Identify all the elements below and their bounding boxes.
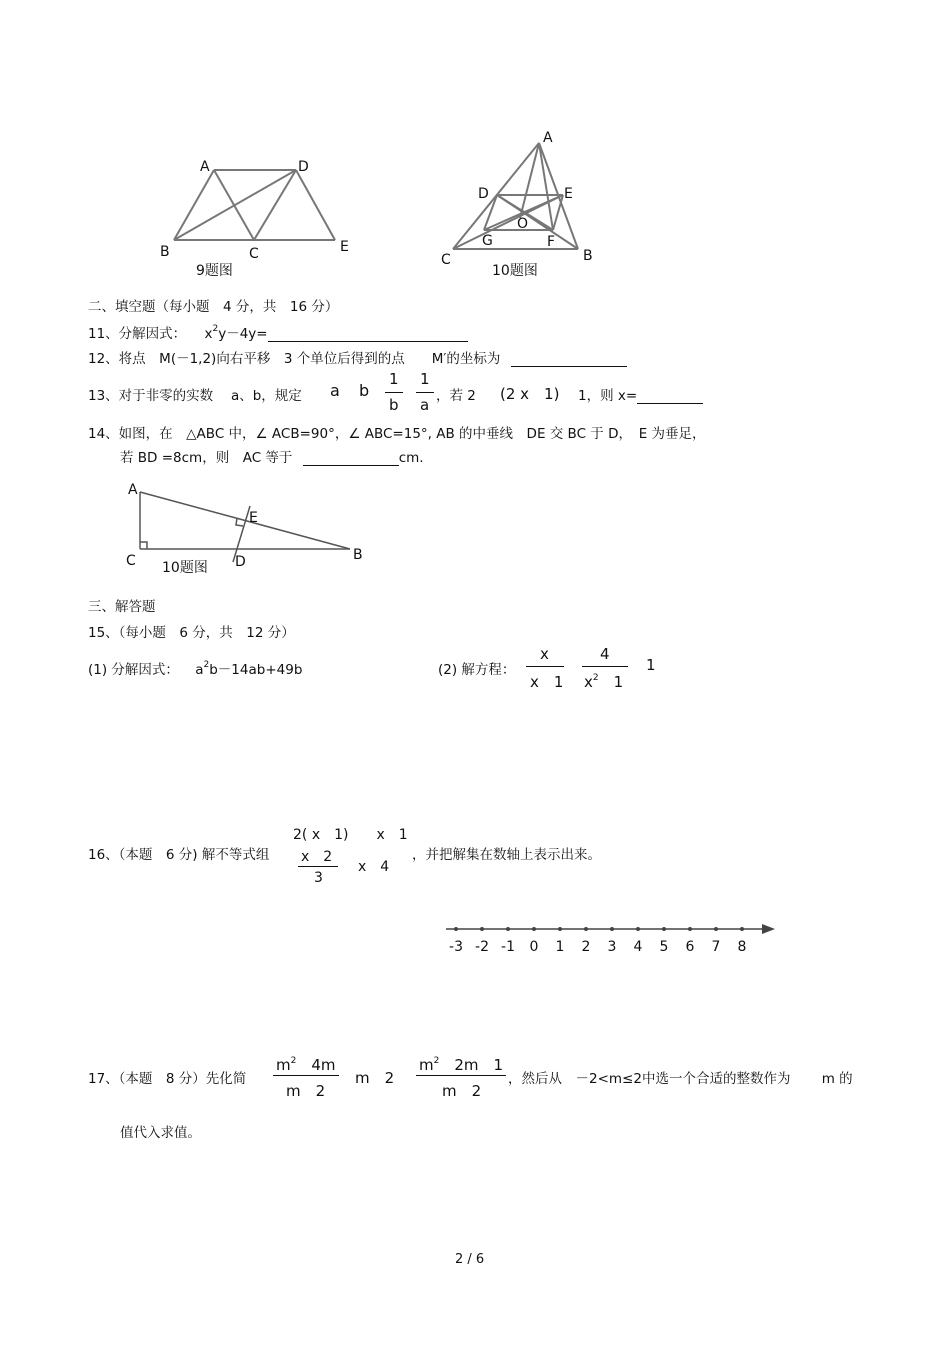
q13-paren: (2 x 1) (500, 385, 560, 403)
number-line-tick (688, 927, 692, 931)
q11-x: x (204, 326, 213, 342)
q13-prefix: 13、对于非零的实数 a、b，规定 (88, 388, 302, 404)
q15-p1-exp: 2 (203, 660, 210, 670)
number-line-tick (584, 927, 588, 931)
q13-f2-den: a (420, 396, 430, 414)
q13-f1-num: 1 (389, 370, 399, 388)
question-12 (88, 347, 627, 367)
fig9-label-A: A (200, 159, 210, 175)
fig10-edge-AF (539, 143, 553, 230)
q15-p1-rest: b－14ab+49b (209, 662, 303, 678)
q17-fraction-2 (416, 1054, 506, 1102)
q17-f1-num-exp: 2 (290, 1056, 297, 1066)
question-11 (88, 322, 468, 342)
page-number: 2 / 6 (455, 1252, 485, 1267)
number-line-tick-label: -2 (475, 939, 489, 955)
number-line-tick-label: 5 (659, 939, 669, 955)
q17-f2-num (419, 1054, 503, 1075)
number-line-tick-label: 8 (737, 939, 747, 955)
q17-prefix: 17、（本题 8 分）先化简 (88, 1071, 247, 1087)
q15-p1-a: a (195, 662, 204, 678)
fig14-label-D: D (235, 554, 246, 570)
q13-answer-blank[interactable] (637, 389, 703, 404)
q15-p2-f1-den: x 1 (530, 673, 564, 691)
q17-f2-den: m 2 (442, 1082, 482, 1100)
figure-10 (435, 125, 615, 285)
number-line-tick (636, 927, 640, 931)
fig9-label-B: B (160, 244, 170, 260)
q14-line1: 14、如图，在 △ABC 中，∠ ACB=90°，∠ ABC=15°, AB 的中垂线 DE 交 BC 于 D， E 为垂足， (88, 426, 706, 442)
q13-f1-bar (385, 392, 403, 393)
fig10-label-G: G (482, 233, 493, 249)
q13-op-b: b (359, 381, 370, 400)
q17-suffix: ，然后从 －2<m≤2中选一个合适的整数作为 m 的 (508, 1071, 853, 1087)
q13-f1-den: b (389, 396, 399, 414)
q16-suffix: ，并把解集在数轴上表示出来。 (412, 847, 601, 863)
q15-p2-f2-den-rest: 1 (598, 673, 624, 691)
q12-answer-blank[interactable] (511, 352, 627, 367)
q15-p2-prefix: (2) 解方程： (438, 662, 516, 678)
q13-f2-bar (416, 392, 434, 393)
q11-exp: 2 (212, 324, 219, 334)
q17-line2: 值代入求值。 (120, 1125, 201, 1141)
q13-tail-text: 1，则 x= (578, 388, 638, 404)
q12-text: 12、将点 M(－1,2)向右平移 3 个单位后得到的点 M′的坐标为 (88, 351, 501, 367)
fig14-label-C: C (126, 553, 136, 569)
fig9-edge-BD (174, 170, 296, 240)
q15-p2-f1-num: x (540, 645, 549, 663)
q15-p2-f2-num: 4 (600, 645, 610, 663)
fig14-label-A: A (128, 482, 138, 498)
q11-prefix: 11、分解因式： (88, 326, 187, 342)
fig9-label-E: E (340, 239, 349, 255)
q15-p2-f2-den-x: x (584, 673, 593, 691)
figure-14 (115, 478, 385, 578)
number-line-tick-label: 3 (607, 939, 617, 955)
number-line-tick (506, 927, 510, 931)
q16-row1: 2( x 1) x 1 (293, 827, 408, 843)
number-line-tick (610, 927, 614, 931)
section-3-title: 三、解答题 (88, 599, 156, 615)
q16-prefix: 16、（本题 6 分) 解不等式组 (88, 847, 270, 863)
q15-p2-f2-den (584, 671, 623, 692)
q15-p2-fraction-2 (582, 645, 628, 693)
fig9-caption: 9题图 (196, 263, 233, 279)
q15-part1 (88, 658, 302, 678)
q13-op-a: a (330, 381, 340, 400)
q15-p2-fraction-1 (526, 645, 564, 693)
q15-p2-f2-den-exp: 2 (592, 673, 599, 683)
figure-9 (150, 150, 370, 285)
fig14-label-E: E (249, 510, 258, 526)
q15-p2-f1-bar (526, 666, 564, 667)
q16-row2-rhs: x 4 (358, 859, 390, 875)
q13-fraction-1 (385, 370, 403, 416)
number-line-tick-label: 2 (581, 939, 591, 955)
section-2-title: 二、填空题（每小题 4 分，共 16 分） (88, 299, 339, 315)
number-line-tick (454, 927, 458, 931)
fig10-label-E: E (564, 186, 573, 202)
fig10-label-F: F (547, 234, 556, 250)
fig10-label-A: A (543, 130, 553, 146)
fig14-label-B: B (353, 547, 363, 563)
q13-fraction-2 (416, 370, 434, 416)
fig9-label-C: C (249, 246, 259, 262)
q14-line2-prefix: 若 BD =8cm，则 AC 等于 (120, 450, 293, 466)
number-line-tick (480, 927, 484, 931)
number-line-tick-label: 6 (685, 939, 695, 955)
q16-row2-num: x 2 (301, 849, 333, 865)
number-line-tick-label: 1 (555, 939, 565, 955)
fig10-caption: 10题图 (492, 263, 538, 279)
number-line-tick-label: -1 (501, 939, 515, 955)
number-line-tick (740, 927, 744, 931)
q13-f2-num: 1 (420, 370, 430, 388)
q17-f1-bar (273, 1075, 339, 1076)
fig10-label-O: O (517, 216, 529, 232)
q17-fraction-1 (273, 1054, 339, 1102)
number-line-tick (558, 927, 562, 931)
q17-f1-den: m 2 (286, 1082, 326, 1100)
fig14-right-angle-C (140, 542, 147, 549)
q14-line2 (120, 446, 424, 466)
q14-line2-suffix: cm. (398, 450, 424, 466)
q14-answer-blank[interactable] (303, 451, 399, 466)
fig10-label-B: B (583, 248, 593, 264)
q17-f1-num-rest: 4m (296, 1056, 336, 1074)
q16-fraction (298, 846, 338, 890)
q15-p2-f2-bar (582, 666, 628, 667)
number-line-tick (532, 927, 536, 931)
fig9-edge-DE (296, 170, 335, 240)
fig9-label-D: D (298, 159, 309, 175)
fig10-label-C: C (441, 252, 451, 268)
fig14-caption: 10题图 (162, 560, 208, 576)
q13-mid: ，若 2 (436, 388, 476, 404)
q17-f1-num (276, 1054, 336, 1075)
q17-f2-num-exp: 2 (433, 1056, 440, 1066)
number-line-tick-label: 4 (633, 939, 643, 955)
number-line-tick (662, 927, 666, 931)
q15-p1-prefix: (1) 分解因式： (88, 662, 179, 678)
q15-head: 15、（每小题 6 分，共 12 分） (88, 625, 295, 641)
number-line-tick-label: 7 (711, 939, 721, 955)
q11-answer-blank[interactable] (268, 327, 468, 342)
q17-f2-bar (416, 1075, 506, 1076)
q17-f2-num-rest: 2m 1 (439, 1056, 504, 1074)
q15-p2-rhs: 1 (646, 656, 656, 674)
q16-row2-den: 3 (314, 870, 323, 886)
fig10-label-D: D (478, 186, 489, 202)
q17-f1-num-m: m (276, 1056, 291, 1074)
q17-f2-num-m: m (419, 1056, 434, 1074)
number-line-tick-label: 0 (529, 939, 539, 955)
number-line (440, 915, 785, 960)
number-line-tick-label: -3 (449, 939, 463, 955)
fig9-edge-DC (254, 170, 296, 240)
number-line-arrow (762, 924, 775, 934)
q13-tail (578, 384, 703, 404)
q16-row2-bar (298, 866, 338, 867)
q11-expr: y－4y= (218, 326, 268, 342)
number-line-tick (714, 927, 718, 931)
q17-mid: m 2 (355, 1069, 395, 1087)
